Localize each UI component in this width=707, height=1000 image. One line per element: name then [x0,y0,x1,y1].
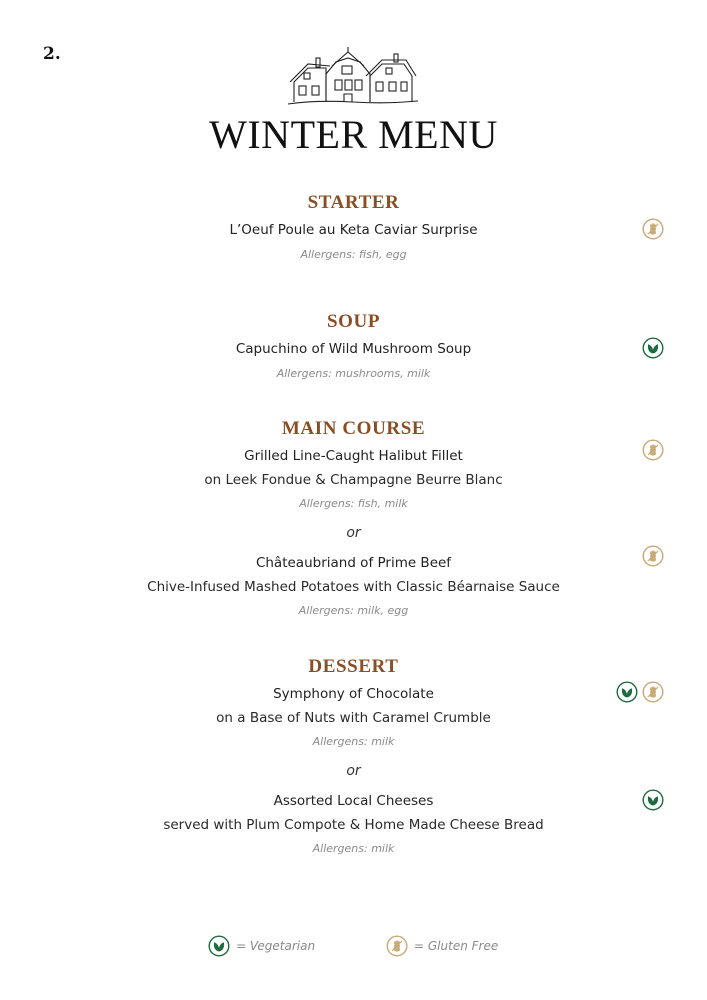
or-separator: or [346,763,361,779]
dish-allergens: Allergens: mushrooms, milk [276,367,431,380]
dish-allergens: Allergens: milk [312,842,395,855]
dish-name: Châteaubriand of Prime Beef [255,555,452,571]
section-title-starter: STARTER [307,192,400,213]
dish-description: on Leek Fondue & Champagne Beurre Blanc [204,472,503,488]
section-title-main-course: MAIN COURSE [281,418,426,439]
dish-description: on a Base of Nuts with Caramel Crumble [216,710,491,726]
dish-name: Grilled Line-Caught Halibut Fillet [244,448,463,464]
gluten-free-icon [642,439,664,461]
legend-gluten-free [386,935,498,957]
dish-allergens: Allergens: milk [312,735,395,748]
section-title-soup: SOUP [326,311,381,332]
section-title-dessert: DESSERT [308,656,399,677]
legend-vegetarian [208,935,315,957]
vegetarian-icon [208,935,230,957]
dish-name: L’Oeuf Poule au Keta Caviar Surprise [229,222,478,238]
vegetarian-icon [616,681,638,703]
page-title: WINTER MENU [209,112,498,157]
dish-description: Chive-Infused Mashed Potatoes with Classic Béarnaise Sauce [147,579,560,595]
house-logo [286,44,420,108]
dish-allergens: Allergens: fish, milk [299,497,408,510]
page-number: 2. [43,44,61,64]
dish-name: Capuchino of Wild Mushroom Soup [235,341,472,357]
or-separator: or [346,525,361,541]
gluten-free-icon [642,218,664,240]
vegetarian-icon [642,337,664,359]
dish-name: Assorted Local Cheeses [273,793,434,809]
dish-description: served with Plum Compote & Home Made Cheese Bread [163,817,544,833]
dish-allergens: Allergens: milk, egg [298,604,409,617]
gluten-free-icon [642,681,664,703]
legend-gluten-free-label: = Gluten Free [414,939,499,953]
dish-allergens: Allergens: fish, egg [300,248,407,261]
gluten-free-icon [642,545,664,567]
legend-vegetarian-label: = Vegetarian [236,939,316,953]
dish-name: Symphony of Chocolate [273,686,434,702]
gluten-free-icon [386,935,408,957]
vegetarian-icon [642,789,664,811]
